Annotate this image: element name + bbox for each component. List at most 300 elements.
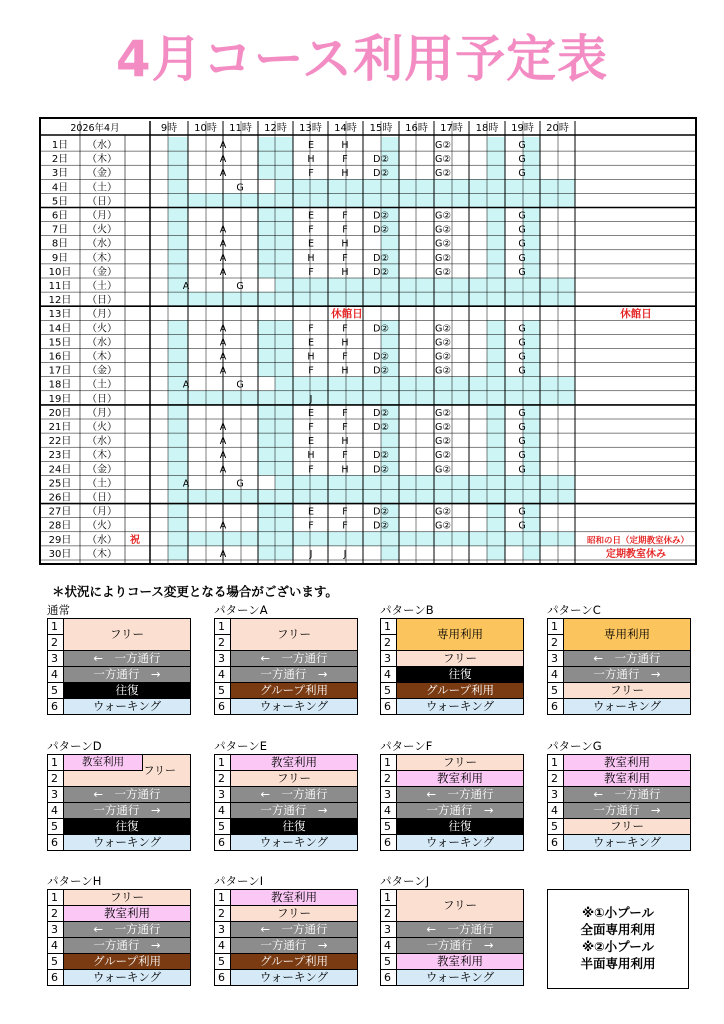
cell-shade xyxy=(168,532,575,546)
pattern-row xyxy=(381,938,524,954)
lane-usage: ← 一方通行 xyxy=(397,787,524,803)
course-label: D② xyxy=(373,224,389,236)
cell-shade xyxy=(168,292,575,306)
course-label: H xyxy=(341,337,349,349)
cell-shade xyxy=(168,433,188,447)
day-weekday: （日） xyxy=(87,492,117,504)
course-label: D② xyxy=(373,323,389,335)
day-weekday: （日） xyxy=(87,196,117,208)
lane-usage: 一方通行 → xyxy=(64,667,191,683)
course-label: D② xyxy=(373,450,389,462)
lane-number: 6 xyxy=(548,835,564,851)
lane-number: 3 xyxy=(548,787,564,803)
course-label: A xyxy=(219,224,227,236)
lane-number: 3 xyxy=(48,787,64,803)
cell-shade xyxy=(258,405,293,419)
lane-usage: フリー xyxy=(564,819,691,835)
legend-line: 全面専用利用 xyxy=(580,922,656,937)
lane-number: 3 xyxy=(215,922,231,938)
day-date: 26日 xyxy=(48,492,72,504)
pattern-table xyxy=(214,754,358,851)
lane-number: 4 xyxy=(548,803,564,819)
cell-shade xyxy=(258,264,293,278)
lane-usage: ← 一方通行 xyxy=(564,651,691,667)
closed-label: 休館日 xyxy=(620,308,652,321)
pattern-row xyxy=(48,819,191,835)
cell-shade xyxy=(258,461,293,475)
lane-number: 5 xyxy=(48,683,64,699)
cell-shade xyxy=(487,264,505,278)
course-label: G xyxy=(518,337,526,349)
course-label: G xyxy=(518,407,526,419)
lane-number: 1 xyxy=(48,890,64,906)
pattern-row xyxy=(381,890,524,906)
lane-usage: ← 一方通行 xyxy=(397,922,524,938)
course-label: E xyxy=(307,238,315,250)
course-label: G② xyxy=(435,520,451,532)
pattern-row xyxy=(215,619,358,635)
day-weekday: （土） xyxy=(87,379,117,391)
course-label: G② xyxy=(435,506,451,518)
day-date: 11日 xyxy=(48,281,72,292)
pattern-row xyxy=(215,906,358,922)
lane-number: 1 xyxy=(381,890,397,906)
course-label: F xyxy=(308,422,314,433)
lane-number: 2 xyxy=(381,906,397,922)
pattern-table xyxy=(214,889,358,986)
lane-number: 1 xyxy=(548,619,564,635)
lane-usage: 一方通行 → xyxy=(564,667,691,683)
pattern-row xyxy=(548,771,691,787)
course-label: G xyxy=(518,224,526,236)
cell-shade xyxy=(168,208,188,222)
lane-number: 5 xyxy=(215,819,231,835)
pattern-row xyxy=(381,803,524,819)
lane-number: 1 xyxy=(215,619,231,635)
pattern-row xyxy=(215,699,358,715)
legend-line: 半面専用利用 xyxy=(580,956,656,971)
pattern-row xyxy=(215,771,358,787)
lane-usage: フリー xyxy=(397,890,524,922)
course-label: A xyxy=(219,154,227,166)
header-hour: 15時 xyxy=(369,123,393,134)
lane-number: 5 xyxy=(548,819,564,835)
cell-shade xyxy=(258,504,293,518)
lane-number: 6 xyxy=(215,835,231,851)
day-weekday: （木） xyxy=(87,154,117,166)
cell-shade xyxy=(258,151,293,165)
pattern-card xyxy=(547,603,691,715)
lane-usage xyxy=(64,755,191,787)
legend-line: ※②小プール xyxy=(581,939,655,954)
day-date: 27日 xyxy=(48,506,72,518)
cell-shade xyxy=(168,193,575,207)
day-date: 29日 xyxy=(48,534,72,546)
pattern-name: パターンB xyxy=(380,603,434,617)
lane-usage: ウォーキング xyxy=(564,835,691,851)
pattern-name: パターンC xyxy=(547,603,601,617)
course-label: E xyxy=(307,506,315,518)
cell-shade xyxy=(487,222,505,236)
pattern-table xyxy=(47,618,191,715)
lane-usage: 往復 xyxy=(397,667,524,683)
cell-shade xyxy=(487,433,505,447)
cell-shade xyxy=(168,320,188,334)
course-label: G xyxy=(518,238,526,250)
pool-usage-legend xyxy=(547,889,689,989)
pattern-row xyxy=(548,755,691,771)
cell-shade xyxy=(168,165,188,179)
day-note: 定期教室休み xyxy=(606,548,666,560)
course-label: D② xyxy=(373,266,389,278)
lane-usage: フリー xyxy=(564,683,691,699)
pattern-table xyxy=(380,618,524,715)
course-label: G② xyxy=(435,351,451,363)
cell-shade xyxy=(168,490,575,504)
pattern-table xyxy=(380,889,524,986)
course-label: H xyxy=(307,252,315,264)
cell-shade xyxy=(487,151,505,165)
pattern-row xyxy=(548,683,691,699)
course-label: G② xyxy=(435,252,451,264)
day-date: 4日 xyxy=(51,182,69,194)
cell-shade xyxy=(381,334,399,348)
pattern-row xyxy=(381,835,524,851)
lane-usage: ウォーキング xyxy=(64,835,191,851)
lane-number: 4 xyxy=(548,667,564,683)
day-weekday: （土） xyxy=(87,182,117,194)
lane-number: 6 xyxy=(381,699,397,715)
lane-number: 6 xyxy=(215,970,231,986)
lane-number: 4 xyxy=(381,803,397,819)
course-label: G② xyxy=(435,464,451,476)
course-label: G xyxy=(236,182,244,194)
lane-usage: ウォーキング xyxy=(397,699,524,715)
lane-number: 2 xyxy=(548,771,564,787)
pattern-name: 通常 xyxy=(47,603,70,617)
course-label: E xyxy=(307,210,315,222)
course-label: G xyxy=(236,281,244,292)
day-weekday: （日） xyxy=(87,295,117,307)
course-label: F xyxy=(308,520,314,532)
lane-usage: ← 一方通行 xyxy=(64,787,191,803)
pattern-row xyxy=(215,683,358,699)
lane-number: 4 xyxy=(381,938,397,954)
day-weekday: （木） xyxy=(87,450,117,462)
pattern-table xyxy=(47,754,191,851)
day-date: 30日 xyxy=(48,548,72,560)
course-label: G xyxy=(518,464,526,476)
cell-shade xyxy=(258,320,293,334)
day-date: 5日 xyxy=(51,196,69,208)
cell-shade xyxy=(381,236,399,250)
cell-shade xyxy=(258,419,293,433)
cell-shade xyxy=(258,222,293,236)
cell-shade xyxy=(168,461,188,475)
lane-number: 3 xyxy=(381,651,397,667)
cell-shade xyxy=(487,447,505,461)
lane-usage: 教室利用 xyxy=(231,755,358,771)
cell-shade xyxy=(258,208,293,222)
course-label: G② xyxy=(435,238,451,250)
day-weekday: （月） xyxy=(87,210,117,222)
lane-usage: ウォーキング xyxy=(231,835,358,851)
cell-shade xyxy=(258,349,293,363)
course-label: G xyxy=(518,154,526,166)
pattern-row xyxy=(215,890,358,906)
course-label: F xyxy=(308,464,314,476)
cell-shade xyxy=(487,334,505,348)
day-weekday: （木） xyxy=(87,351,117,363)
course-label: G② xyxy=(435,422,451,433)
lane-number: 2 xyxy=(381,635,397,651)
pattern-row xyxy=(215,803,358,819)
lane-usage: フリー xyxy=(231,619,358,651)
cell-shade xyxy=(275,475,575,489)
course-label: J xyxy=(309,548,313,560)
pattern-row xyxy=(381,819,524,835)
cell-shade xyxy=(487,419,505,433)
lane-number: 4 xyxy=(381,667,397,683)
course-label: G② xyxy=(435,168,451,180)
cell-shade xyxy=(168,250,188,264)
cell-shade xyxy=(381,137,399,151)
cell-shade xyxy=(168,151,188,165)
course-label: G xyxy=(518,520,526,532)
lane-usage: ウォーキング xyxy=(397,970,524,986)
lane-usage: 専用利用 xyxy=(397,619,524,651)
pattern-card xyxy=(380,603,524,715)
course-label: H xyxy=(341,168,349,180)
course-label: G② xyxy=(435,337,451,349)
course-label: H xyxy=(341,365,349,377)
pattern-row xyxy=(215,819,358,835)
pattern-name: パターンI xyxy=(214,874,264,888)
pattern-row xyxy=(215,938,358,954)
pattern-row xyxy=(215,667,358,683)
course-label: F xyxy=(342,450,348,462)
day-date: 3日 xyxy=(51,168,69,180)
day-date: 8日 xyxy=(51,238,69,250)
course-label: G xyxy=(518,506,526,518)
pattern-row xyxy=(548,835,691,851)
course-label: F xyxy=(342,351,348,363)
cell-shade xyxy=(487,405,505,419)
lane-number: 4 xyxy=(215,803,231,819)
cell-shade xyxy=(168,504,188,518)
lane-number: 4 xyxy=(48,938,64,954)
course-label: A xyxy=(219,464,227,476)
cell-shade xyxy=(168,363,188,377)
lane-usage: フリー xyxy=(64,890,191,906)
day-date: 17日 xyxy=(48,365,72,377)
lane-number: 5 xyxy=(48,819,64,835)
lane-number: 6 xyxy=(48,970,64,986)
pattern-row xyxy=(48,787,191,803)
lane-number: 2 xyxy=(215,771,231,787)
day-weekday: （木） xyxy=(87,548,117,560)
day-weekday: （金） xyxy=(87,266,117,278)
course-label: A xyxy=(219,520,227,532)
header-hour: 13時 xyxy=(299,123,322,134)
lane-usage: ウォーキング xyxy=(64,970,191,986)
day-weekday: （火） xyxy=(87,422,117,433)
lane-number: 4 xyxy=(215,667,231,683)
lane-usage: フリー xyxy=(231,771,358,787)
lane-usage: ウォーキング xyxy=(64,699,191,715)
course-label: G xyxy=(518,323,526,335)
course-label: G② xyxy=(435,323,451,335)
pattern-row xyxy=(48,683,191,699)
course-label: H xyxy=(341,266,349,278)
cell-shade xyxy=(258,433,293,447)
course-label: A xyxy=(219,337,227,349)
course-label: F xyxy=(342,506,348,518)
pattern-name: パターンH xyxy=(47,874,102,888)
lane-number: 6 xyxy=(215,699,231,715)
lane-usage: ウォーキング xyxy=(231,970,358,986)
cell-shade xyxy=(487,518,505,532)
course-label: G② xyxy=(435,140,451,151)
pattern-row xyxy=(548,699,691,715)
cell-shade xyxy=(275,377,575,391)
cell-shade xyxy=(168,179,188,193)
pattern-table xyxy=(380,754,524,851)
pattern-row xyxy=(381,787,524,803)
course-label: E xyxy=(307,337,315,349)
lane-usage: ウォーキング xyxy=(231,699,358,715)
course-label: F xyxy=(342,323,348,335)
course-label: A xyxy=(219,140,227,151)
lane-number: 1 xyxy=(381,755,397,771)
header-hour: 14時 xyxy=(334,123,357,134)
lane-usage: 一方通行 → xyxy=(397,803,524,819)
pattern-row xyxy=(548,619,691,635)
lane-number: 5 xyxy=(48,954,64,970)
course-label: H xyxy=(341,464,349,476)
lane-usage: 一方通行 → xyxy=(231,938,358,954)
pattern-row xyxy=(381,954,524,970)
day-date: 28日 xyxy=(48,520,72,532)
day-date: 1日 xyxy=(51,140,69,151)
day-note: 昭和の日（定期教室休み） xyxy=(586,535,690,546)
day-date: 12日 xyxy=(48,295,72,307)
pattern-row xyxy=(548,651,691,667)
pattern-row xyxy=(48,922,191,938)
course-label: A xyxy=(219,450,227,462)
day-weekday: （水） xyxy=(87,436,117,448)
pattern-row xyxy=(548,787,691,803)
course-label: D② xyxy=(373,506,389,518)
pattern-row xyxy=(48,970,191,986)
course-label: G xyxy=(518,210,526,222)
lane-number: 5 xyxy=(381,954,397,970)
pattern-row xyxy=(215,835,358,851)
lane-number: 6 xyxy=(48,835,64,851)
legend-line: ※①小プール xyxy=(581,905,655,920)
course-label: G② xyxy=(435,266,451,278)
pattern-row xyxy=(48,835,191,851)
cell-shade xyxy=(523,546,540,560)
lane-usage: 教室利用 xyxy=(564,771,691,787)
header-hour: 17時 xyxy=(440,123,463,134)
course-label: H xyxy=(341,238,349,250)
lane-usage: 専用利用 xyxy=(564,619,691,651)
cell-shade xyxy=(258,334,293,348)
cell-shade xyxy=(168,447,188,461)
cell-shade xyxy=(258,518,293,532)
course-label: G② xyxy=(435,365,451,377)
pattern-row xyxy=(48,619,191,635)
lane-usage: ← 一方通行 xyxy=(231,651,358,667)
lane-number: 1 xyxy=(215,890,231,906)
pattern-row xyxy=(215,787,358,803)
day-date: 25日 xyxy=(48,478,72,490)
pattern-card xyxy=(214,874,358,986)
course-label: F xyxy=(342,252,348,264)
lane-usage: 一方通行 → xyxy=(231,803,358,819)
cell-shade xyxy=(168,391,575,405)
course-label: F xyxy=(308,323,314,335)
lane-usage: グループ利用 xyxy=(64,954,191,970)
day-date: 2日 xyxy=(51,154,69,166)
header-hour: 10時 xyxy=(194,123,217,134)
course-label: F xyxy=(342,154,348,166)
course-label: G xyxy=(518,266,526,278)
course-label: F xyxy=(308,266,314,278)
course-label: F xyxy=(342,407,348,419)
course-label: A xyxy=(219,365,227,377)
header-hour: 12時 xyxy=(264,123,287,134)
lane-number: 1 xyxy=(215,755,231,771)
pattern-row xyxy=(48,651,191,667)
course-label: D② xyxy=(373,210,389,222)
pattern-name: パターンE xyxy=(214,739,268,753)
lane-usage: フリー xyxy=(397,755,524,771)
lane-number: 3 xyxy=(548,651,564,667)
day-date: 13日 xyxy=(48,309,72,321)
course-label: G xyxy=(518,140,526,151)
course-label: H xyxy=(307,154,315,166)
day-date: 10日 xyxy=(48,266,72,278)
lane-number: 4 xyxy=(48,803,64,819)
course-label: E xyxy=(307,436,315,448)
cell-shade xyxy=(487,236,505,250)
day-weekday: （水） xyxy=(87,534,117,546)
pattern-card xyxy=(214,603,358,715)
pattern-row xyxy=(381,755,524,771)
course-label: D② xyxy=(373,168,389,180)
lane-usage: 一方通行 → xyxy=(231,667,358,683)
pattern-row xyxy=(215,954,358,970)
header-hour: 11時 xyxy=(229,123,252,134)
day-date: 6日 xyxy=(51,210,69,222)
day-weekday: （金） xyxy=(87,365,117,377)
cell-shade xyxy=(258,250,293,264)
lane-usage: ← 一方通行 xyxy=(231,787,358,803)
lane-number: 6 xyxy=(48,699,64,715)
pattern-row xyxy=(548,803,691,819)
pattern-card xyxy=(47,739,191,851)
course-label: H xyxy=(341,436,349,448)
lane-number: 3 xyxy=(381,787,397,803)
course-label: A xyxy=(219,252,227,264)
lane-number: 5 xyxy=(548,683,564,699)
course-label: F xyxy=(342,224,348,236)
course-label: G xyxy=(518,351,526,363)
day-weekday: （月） xyxy=(87,309,117,321)
course-label: G xyxy=(518,450,526,462)
